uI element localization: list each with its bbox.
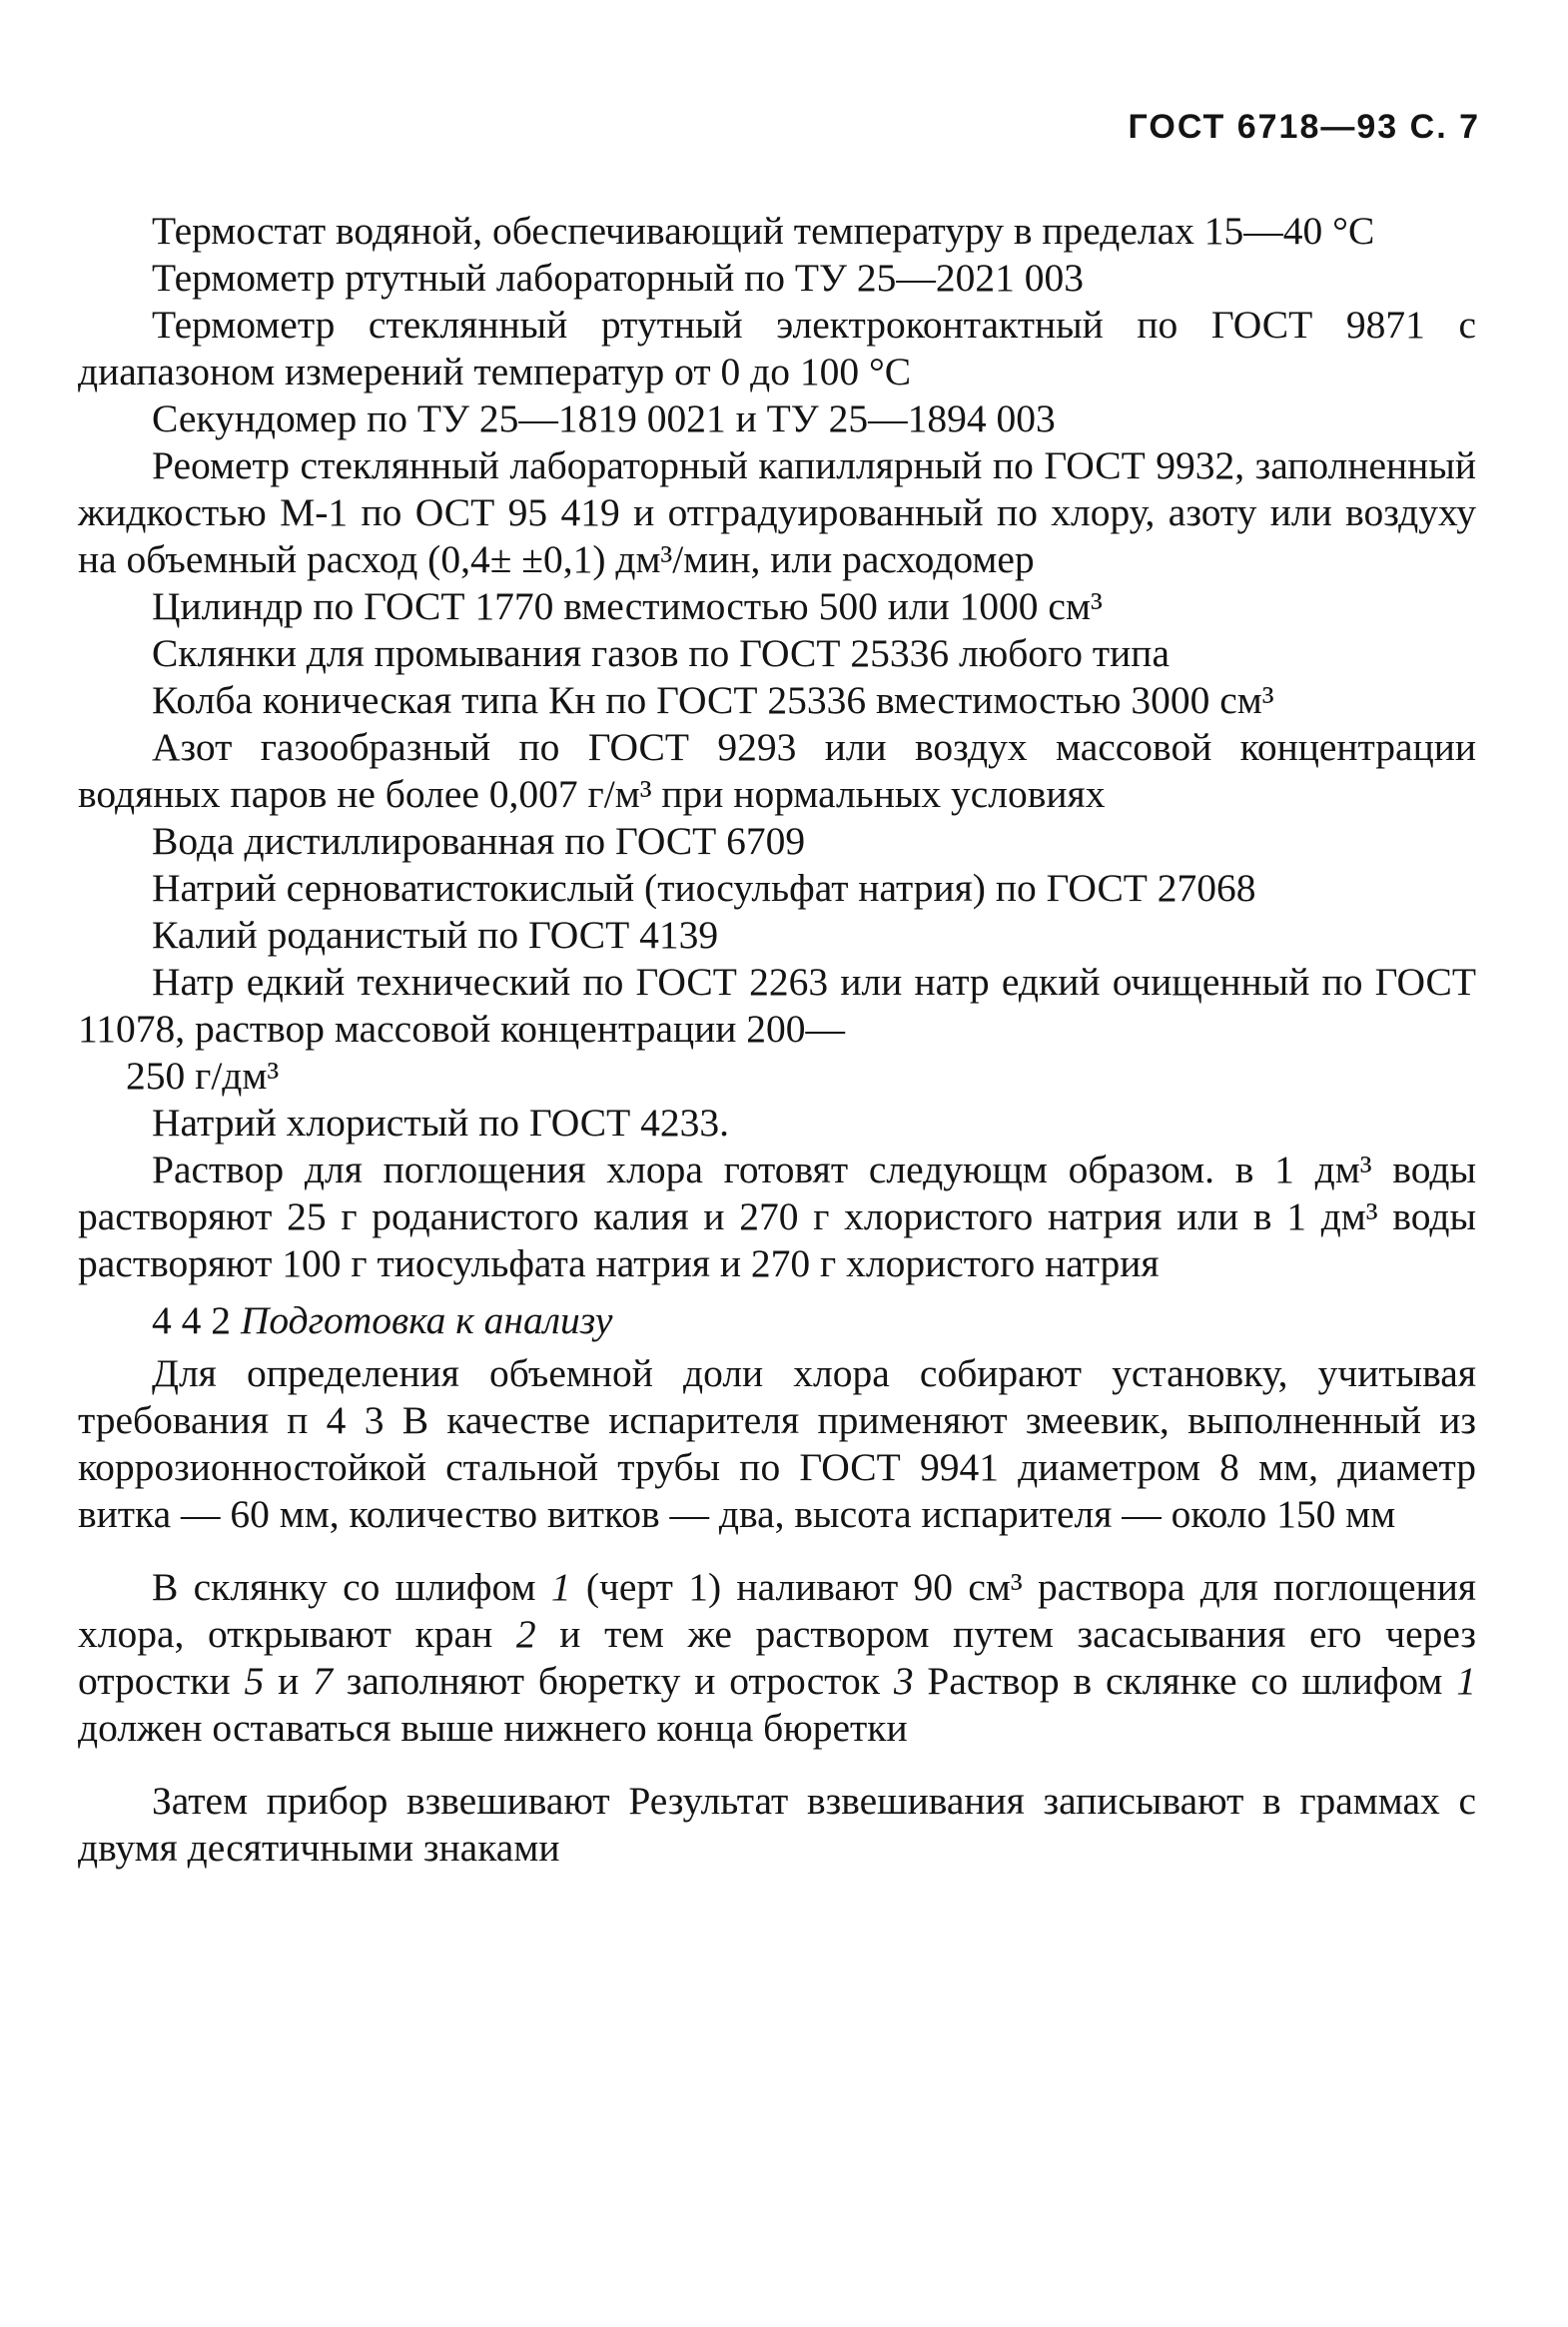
paragraph: Термостат водяной, обеспечивающий температуру в пределах 15—40 °С <box>152 209 1375 253</box>
document-body <box>78 208 1476 1872</box>
paragraph: Азот газообразный по ГОСТ 9293 или воздух массовой концентрации водяных паров не более 0,007 г/м³ при нормальных условиях <box>78 725 1476 816</box>
part-number: 1 <box>550 1565 571 1609</box>
section-title: Подготовка к анализу <box>240 1298 613 1342</box>
paragraph-continuation: 250 г/дм³ <box>126 1054 280 1098</box>
paragraph: Затем прибор взвешивают Результат взвешивания записывают в граммах с двумя десятичными знаками <box>78 1779 1476 1870</box>
text-run: В склянку со шлифом <box>152 1565 551 1609</box>
part-number: 7 <box>313 1659 333 1703</box>
paragraph: Натрий хлористый по ГОСТ 4233. <box>152 1101 729 1145</box>
part-number: 2 <box>515 1612 536 1656</box>
paragraph: Калий роданистый по ГОСТ 4139 <box>152 913 719 957</box>
text-run: должен оставаться выше нижнего конца бюретки <box>78 1706 908 1750</box>
text-run: заполняют бюретку и отросток <box>332 1659 894 1703</box>
section-heading <box>78 1297 1476 1344</box>
paragraph: Термометр стеклянный ртутный электроконтактный по ГОСТ 9871 с диапазоном измерений температур от 0 до 100 °С <box>78 303 1476 393</box>
paragraph-procedure <box>78 1564 1476 1752</box>
paragraph: Для определения объемной доли хлора собирают установку, учитывая требования п 4 3 В качестве испарителя применяют змеевик, выполненный из коррозионностойкой стальной трубы по ГОСТ 9941 диаметром 8 мм, диаметр витка — 60 мм, количество витков — два, высота испарителя — около 150 мм <box>78 1351 1476 1536</box>
section-number: 4 4 2 <box>152 1298 231 1342</box>
text-run: и тем же раствором путем засасывания его через отростки <box>78 1612 1476 1703</box>
paragraph: Реометр стеклянный лабораторный капиллярный по ГОСТ 9932, заполненный жидкостью М-1 по ОСТ 95 419 и отградуированный по хлору, азоту или воздуху на объемный расход (0,4± ±0,1) дм³/мин, или расходомер <box>78 443 1476 581</box>
text-run: и <box>264 1659 314 1703</box>
part-number: 3 <box>893 1659 914 1703</box>
paragraph: Натр едкий технический по ГОСТ 2263 или натр едкий очищенный по ГОСТ 11078, раствор массовой концентрации 200— <box>78 960 1476 1051</box>
text-run: Раствор в склянке со шлифом <box>913 1659 1457 1703</box>
paragraph: Натрий серноватистокислый (тиосульфат натрия) по ГОСТ 27068 <box>152 866 1256 910</box>
paragraph: Склянки для промывания газов по ГОСТ 25336 любого типа <box>152 631 1170 675</box>
part-number: 5 <box>244 1659 265 1703</box>
paragraph: Раствор для поглощения хлора готовят следующм образом. в 1 дм³ воды растворяют 25 г роданистого калия и 270 г хлористого натрия или в 1 дм³ воды растворяют 100 г тиосульфата натрия и 270 г хлористого натрия <box>78 1148 1476 1285</box>
text-run: (черт 1) наливают 90 см³ раствора для поглощения хлора, открывают кран <box>78 1565 1476 1656</box>
paragraph: Колба коническая типа Кн по ГОСТ 25336 вместимостью 3000 см³ <box>152 678 1274 722</box>
part-number: 1 <box>1456 1659 1476 1703</box>
paragraph: Вода дистиллированная по ГОСТ 6709 <box>152 819 806 863</box>
paragraph: Секундомер по ТУ 25—1819 0021 и ТУ 25—1894 003 <box>152 396 1056 440</box>
paragraph: Цилиндр по ГОСТ 1770 вместимостью 500 или 1000 см³ <box>152 584 1103 628</box>
paragraph: Термометр ртутный лабораторный по ТУ 25—2021 003 <box>152 256 1085 300</box>
running-header: ГОСТ 6718—93 С. 7 <box>1128 108 1480 146</box>
